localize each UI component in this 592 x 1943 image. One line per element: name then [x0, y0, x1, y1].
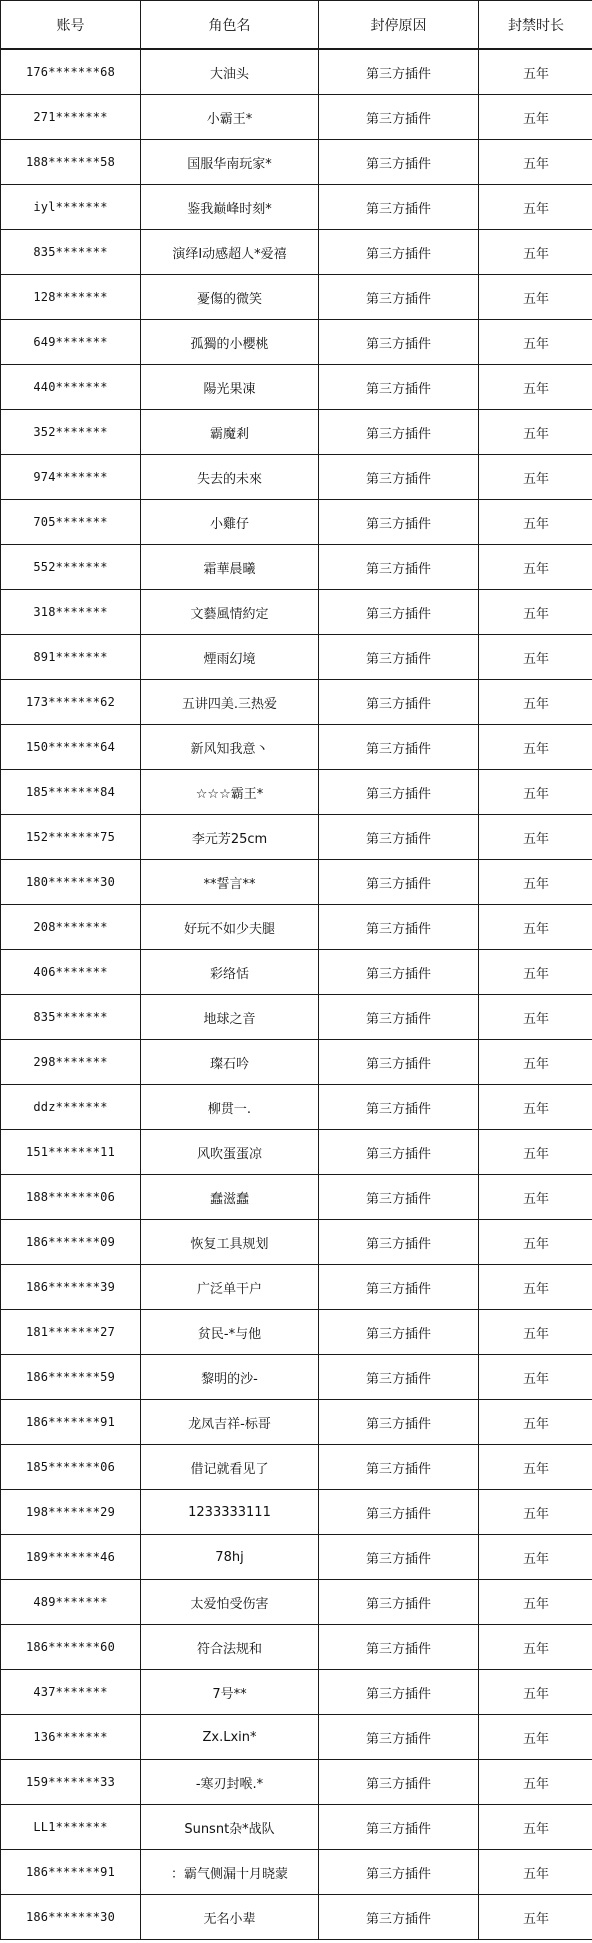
cell-ban-reason: 第三方插件 — [319, 1085, 479, 1130]
cell-account: 835******* — [1, 995, 141, 1040]
cell-ban-duration: 五年 — [479, 1355, 592, 1400]
cell-ban-reason: 第三方插件 — [319, 770, 479, 815]
cell-ban-duration: 五年 — [479, 545, 592, 590]
cell-role-name: 演绎I动感超人*爱禧 — [141, 230, 319, 275]
cell-role-name: 风吹蛋蛋凉 — [141, 1130, 319, 1175]
cell-ban-reason: 第三方插件 — [319, 95, 479, 140]
table-row — [1, 410, 592, 455]
table-row — [1, 49, 592, 95]
cell-role-name: 鉴我巅峰时刻* — [141, 185, 319, 230]
cell-account: 318******* — [1, 590, 141, 635]
table-row — [1, 1085, 592, 1130]
cell-account: 649******* — [1, 320, 141, 365]
header-row — [1, 1, 592, 50]
cell-role-name: 小雞仔 — [141, 500, 319, 545]
cell-role-name: 大油头 — [141, 49, 319, 95]
cell-account: 186*******30 — [1, 1895, 141, 1940]
cell-ban-reason: 第三方插件 — [319, 275, 479, 320]
cell-role-name: 新风知我意丶 — [141, 725, 319, 770]
table-row — [1, 1220, 592, 1265]
cell-role-name: 78hj — [141, 1535, 319, 1580]
cell-ban-reason: 第三方插件 — [319, 1580, 479, 1625]
cell-account: 352******* — [1, 410, 141, 455]
cell-account: 705******* — [1, 500, 141, 545]
table-row — [1, 185, 592, 230]
table-row — [1, 1535, 592, 1580]
table-row — [1, 1310, 592, 1355]
cell-role-name: 霸魔剎 — [141, 410, 319, 455]
cell-account: 152*******75 — [1, 815, 141, 860]
table-row — [1, 1490, 592, 1535]
cell-ban-duration: 五年 — [479, 995, 592, 1040]
header-ban-duration: 封禁时长 — [479, 1, 592, 50]
cell-account: 552******* — [1, 545, 141, 590]
cell-ban-duration: 五年 — [479, 185, 592, 230]
cell-account: 974******* — [1, 455, 141, 500]
cell-ban-reason: 第三方插件 — [319, 1040, 479, 1085]
table-row — [1, 1040, 592, 1085]
table-row — [1, 365, 592, 410]
header-ban-reason: 封停原因 — [319, 1, 479, 50]
table-body — [1, 49, 592, 1940]
cell-role-name: 黎明的沙- — [141, 1355, 319, 1400]
cell-ban-duration: 五年 — [479, 1445, 592, 1490]
cell-ban-reason: 第三方插件 — [319, 1670, 479, 1715]
cell-ban-duration: 五年 — [479, 140, 592, 185]
cell-ban-duration: 五年 — [479, 1490, 592, 1535]
cell-role-name: 失去的未來 — [141, 455, 319, 500]
cell-ban-duration: 五年 — [479, 275, 592, 320]
table-row — [1, 725, 592, 770]
cell-ban-duration: 五年 — [479, 680, 592, 725]
header-account: 账号 — [1, 1, 141, 50]
cell-ban-duration: 五年 — [479, 49, 592, 95]
cell-ban-duration: 五年 — [479, 1085, 592, 1130]
cell-account: 440******* — [1, 365, 141, 410]
table-row — [1, 950, 592, 995]
cell-role-name: 五讲四美.三热爱 — [141, 680, 319, 725]
table-row — [1, 860, 592, 905]
table-row — [1, 1130, 592, 1175]
table-row — [1, 995, 592, 1040]
cell-role-name: 陽光果凍 — [141, 365, 319, 410]
cell-account: 188*******06 — [1, 1175, 141, 1220]
cell-account: 185*******06 — [1, 1445, 141, 1490]
table-row — [1, 455, 592, 500]
table-row — [1, 590, 592, 635]
cell-ban-reason: 第三方插件 — [319, 1535, 479, 1580]
cell-account: 437******* — [1, 1670, 141, 1715]
cell-ban-duration: 五年 — [479, 860, 592, 905]
cell-role-name: 蠢滋蠢 — [141, 1175, 319, 1220]
table-row — [1, 1895, 592, 1940]
table-row — [1, 1805, 592, 1850]
cell-ban-duration: 五年 — [479, 455, 592, 500]
cell-ban-duration: 五年 — [479, 725, 592, 770]
table-row — [1, 95, 592, 140]
cell-account: 189*******46 — [1, 1535, 141, 1580]
cell-account: 176*******68 — [1, 49, 141, 95]
cell-role-name: 孤獨的小櫻桃 — [141, 320, 319, 365]
cell-account: 186*******91 — [1, 1850, 141, 1895]
table-row — [1, 1445, 592, 1490]
cell-ban-reason: 第三方插件 — [319, 680, 479, 725]
cell-role-name: 好玩不如少夫腿 — [141, 905, 319, 950]
cell-role-name: 7号** — [141, 1670, 319, 1715]
cell-account: 835******* — [1, 230, 141, 275]
cell-role-name: 贫民-*与他 — [141, 1310, 319, 1355]
cell-ban-reason: 第三方插件 — [319, 1265, 479, 1310]
cell-ban-reason: 第三方插件 — [319, 1310, 479, 1355]
table-row — [1, 1850, 592, 1895]
cell-role-name: **誓言** — [141, 860, 319, 905]
cell-ban-duration: 五年 — [479, 230, 592, 275]
cell-account: 128******* — [1, 275, 141, 320]
header-role-name: 角色名 — [141, 1, 319, 50]
cell-ban-reason: 第三方插件 — [319, 1175, 479, 1220]
cell-ban-reason: 第三方插件 — [319, 1805, 479, 1850]
cell-ban-reason: 第三方插件 — [319, 1130, 479, 1175]
cell-role-name: 李元芳25cm — [141, 815, 319, 860]
cell-ban-reason: 第三方插件 — [319, 815, 479, 860]
cell-ban-duration: 五年 — [479, 1580, 592, 1625]
cell-account: 188*******58 — [1, 140, 141, 185]
cell-ban-duration: 五年 — [479, 770, 592, 815]
cell-account: ddz******* — [1, 1085, 141, 1130]
cell-role-name: 借记就看见了 — [141, 1445, 319, 1490]
cell-ban-reason: 第三方插件 — [319, 995, 479, 1040]
table-row — [1, 1265, 592, 1310]
cell-role-name: 广泛单干户 — [141, 1265, 319, 1310]
cell-ban-reason: 第三方插件 — [319, 1625, 479, 1670]
cell-account: iyl******* — [1, 185, 141, 230]
cell-ban-reason: 第三方插件 — [319, 230, 479, 275]
table-row — [1, 770, 592, 815]
table-row — [1, 635, 592, 680]
cell-role-name: 憂傷的微笑 — [141, 275, 319, 320]
cell-ban-reason: 第三方插件 — [319, 1445, 479, 1490]
cell-ban-reason: 第三方插件 — [319, 635, 479, 680]
cell-role-name: 霜華晨曦 — [141, 545, 319, 590]
cell-account: 298******* — [1, 1040, 141, 1085]
cell-account: 208******* — [1, 905, 141, 950]
cell-account: 186*******39 — [1, 1265, 141, 1310]
table-header — [1, 1, 592, 50]
cell-ban-duration: 五年 — [479, 1850, 592, 1895]
cell-ban-duration: 五年 — [479, 1535, 592, 1580]
cell-ban-duration: 五年 — [479, 905, 592, 950]
cell-ban-reason: 第三方插件 — [319, 500, 479, 545]
cell-account: 186*******09 — [1, 1220, 141, 1265]
cell-ban-reason: 第三方插件 — [319, 905, 479, 950]
cell-role-name: 龙凤吉祥-标哥 — [141, 1400, 319, 1445]
cell-ban-duration: 五年 — [479, 500, 592, 545]
table-row — [1, 1175, 592, 1220]
cell-ban-reason: 第三方插件 — [319, 1220, 479, 1265]
cell-account: 151*******11 — [1, 1130, 141, 1175]
table-row — [1, 1580, 592, 1625]
cell-account: 181*******27 — [1, 1310, 141, 1355]
table-row — [1, 140, 592, 185]
cell-role-name: Sunsnt杂*战队 — [141, 1805, 319, 1850]
table-row — [1, 680, 592, 725]
cell-ban-duration: 五年 — [479, 1310, 592, 1355]
table-row — [1, 500, 592, 545]
cell-role-name: 柳贯一. — [141, 1085, 319, 1130]
cell-role-name: 恢复工具规划 — [141, 1220, 319, 1265]
cell-account: 186*******91 — [1, 1400, 141, 1445]
cell-ban-duration: 五年 — [479, 1130, 592, 1175]
cell-account: 406******* — [1, 950, 141, 995]
cell-account: 489******* — [1, 1580, 141, 1625]
cell-account: 173*******62 — [1, 680, 141, 725]
cell-ban-reason: 第三方插件 — [319, 1715, 479, 1760]
cell-ban-duration: 五年 — [479, 1220, 592, 1265]
cell-role-name: 1233333111 — [141, 1490, 319, 1535]
cell-account: 150*******64 — [1, 725, 141, 770]
cell-ban-duration: 五年 — [479, 1175, 592, 1220]
cell-account: LL1******* — [1, 1805, 141, 1850]
table-row — [1, 905, 592, 950]
cell-ban-reason: 第三方插件 — [319, 950, 479, 995]
cell-ban-duration: 五年 — [479, 590, 592, 635]
cell-role-name: ☆☆☆霸王* — [141, 770, 319, 815]
cell-ban-reason: 第三方插件 — [319, 1400, 479, 1445]
cell-account: 136******* — [1, 1715, 141, 1760]
cell-role-name: 彩络恬 — [141, 950, 319, 995]
cell-ban-reason: 第三方插件 — [319, 590, 479, 635]
cell-ban-reason: 第三方插件 — [319, 320, 479, 365]
cell-ban-duration: 五年 — [479, 410, 592, 455]
cell-ban-duration: 五年 — [479, 1760, 592, 1805]
table-row — [1, 545, 592, 590]
cell-ban-reason: 第三方插件 — [319, 725, 479, 770]
cell-account: 186*******60 — [1, 1625, 141, 1670]
cell-account: 180*******30 — [1, 860, 141, 905]
cell-role-name: 符合法规和 — [141, 1625, 319, 1670]
cell-ban-duration: 五年 — [479, 365, 592, 410]
cell-role-name: ：霸气侧漏十月晓蒙 — [141, 1850, 319, 1895]
table-row — [1, 1760, 592, 1805]
cell-role-name: 小霸王* — [141, 95, 319, 140]
table-row — [1, 1400, 592, 1445]
cell-ban-reason: 第三方插件 — [319, 1490, 479, 1535]
cell-ban-reason: 第三方插件 — [319, 140, 479, 185]
table-row — [1, 1355, 592, 1400]
cell-account: 891******* — [1, 635, 141, 680]
cell-ban-reason: 第三方插件 — [319, 365, 479, 410]
cell-account: 185*******84 — [1, 770, 141, 815]
cell-account: 159*******33 — [1, 1760, 141, 1805]
cell-ban-duration: 五年 — [479, 1040, 592, 1085]
table-row — [1, 230, 592, 275]
cell-role-name: 无名小辈 — [141, 1895, 319, 1940]
table-row — [1, 320, 592, 365]
table-row — [1, 815, 592, 860]
cell-account: 186*******59 — [1, 1355, 141, 1400]
cell-ban-duration: 五年 — [479, 1895, 592, 1940]
cell-ban-duration: 五年 — [479, 1670, 592, 1715]
cell-role-name: -寒刃封喉.* — [141, 1760, 319, 1805]
cell-role-name: 文藝風情約定 — [141, 590, 319, 635]
cell-ban-reason: 第三方插件 — [319, 455, 479, 500]
cell-ban-duration: 五年 — [479, 815, 592, 860]
cell-ban-duration: 五年 — [479, 1400, 592, 1445]
cell-ban-reason: 第三方插件 — [319, 185, 479, 230]
cell-account: 271******* — [1, 95, 141, 140]
cell-ban-reason: 第三方插件 — [319, 1760, 479, 1805]
cell-ban-reason: 第三方插件 — [319, 1355, 479, 1400]
cell-ban-duration: 五年 — [479, 95, 592, 140]
cell-ban-duration: 五年 — [479, 635, 592, 680]
table-row — [1, 1625, 592, 1670]
cell-ban-reason: 第三方插件 — [319, 49, 479, 95]
cell-role-name: 地球之音 — [141, 995, 319, 1040]
cell-ban-reason: 第三方插件 — [319, 545, 479, 590]
cell-ban-duration: 五年 — [479, 1715, 592, 1760]
cell-account: 198*******29 — [1, 1490, 141, 1535]
cell-role-name: 璨石吟 — [141, 1040, 319, 1085]
table-row — [1, 1715, 592, 1760]
cell-ban-duration: 五年 — [479, 950, 592, 995]
cell-ban-duration: 五年 — [479, 320, 592, 365]
cell-ban-reason: 第三方插件 — [319, 1850, 479, 1895]
cell-ban-duration: 五年 — [479, 1805, 592, 1850]
table-row — [1, 275, 592, 320]
cell-ban-reason: 第三方插件 — [319, 410, 479, 455]
cell-ban-duration: 五年 — [479, 1265, 592, 1310]
cell-role-name: 国服华南玩家* — [141, 140, 319, 185]
table-row — [1, 1670, 592, 1715]
cell-role-name: Zx.Lxin* — [141, 1715, 319, 1760]
cell-role-name: 太爱怕受伤害 — [141, 1580, 319, 1625]
cell-ban-reason: 第三方插件 — [319, 860, 479, 905]
cell-ban-duration: 五年 — [479, 1625, 592, 1670]
cell-role-name: 煙雨幻境 — [141, 635, 319, 680]
cell-ban-reason: 第三方插件 — [319, 1895, 479, 1940]
